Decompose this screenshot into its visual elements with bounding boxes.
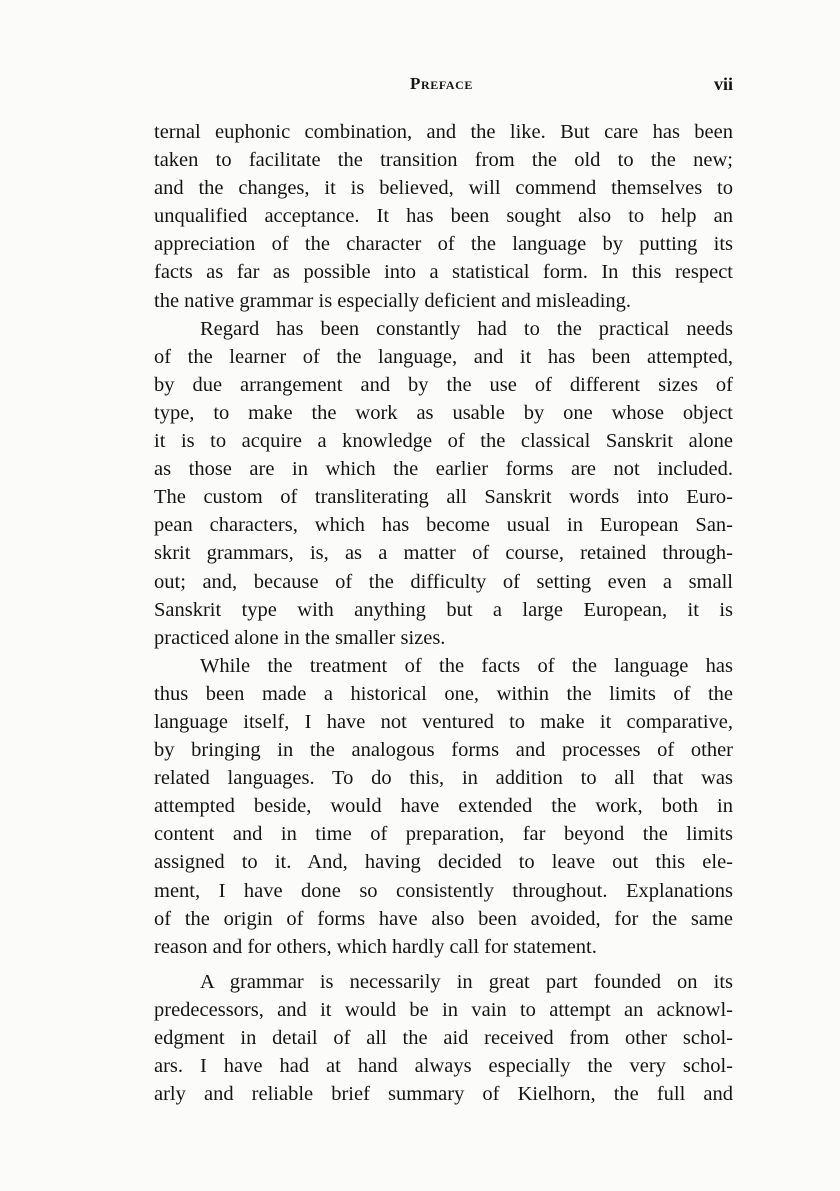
text-line: appreciation of the character of the language by putting its xyxy=(154,233,733,256)
paragraph xyxy=(154,968,733,1108)
text-line: practiced alone in the smaller sizes. xyxy=(154,626,446,649)
paragraph xyxy=(154,118,733,315)
text-line: language itself, I have not ventured to make it comparative, xyxy=(154,710,733,733)
text-line: type, to make the work as usable by one whose object xyxy=(154,401,733,424)
text-line: predecessors, and it would be in vain to attempt an acknowl- xyxy=(154,998,733,1021)
text-line: ars. I have had at hand always especially the very schol- xyxy=(154,1055,733,1078)
body-text xyxy=(154,118,733,1108)
text-line: facts as far as possible into a statistical form. In this respect xyxy=(154,261,733,284)
text-line: of the learner of the language, and it has been attempted, xyxy=(154,345,733,368)
paragraph xyxy=(154,652,733,961)
text-line: Regard has been constantly had to the practical needs xyxy=(200,317,733,340)
text-line: ment, I have done so consistently throughout. Explanations xyxy=(154,879,733,902)
paragraph xyxy=(154,315,733,652)
text-line: skrit grammars, is, as a matter of course, retained through- xyxy=(154,542,733,565)
text-line: pean characters, which has become usual in European San- xyxy=(154,514,733,537)
running-title: Preface xyxy=(409,74,474,93)
text-line: and the changes, it is believed, will commend themselves to xyxy=(154,177,733,200)
text-line: it is to acquire a knowledge of the classical Sanskrit alone xyxy=(154,430,733,453)
text-line: While the treatment of the facts of the language has xyxy=(200,654,733,677)
text-line: as those are in which the earlier forms are not included. xyxy=(154,458,733,481)
text-line: by bringing in the analogous forms and processes of other xyxy=(154,739,733,762)
text-line: taken to facilitate the transition from the old to the new; xyxy=(154,149,733,172)
paragraph-gap xyxy=(154,961,733,968)
text-line: A grammar is necessarily in great part founded on its xyxy=(200,970,733,993)
text-line: arly and reliable brief summary of Kielhorn, the full and xyxy=(154,1083,733,1106)
running-head xyxy=(150,74,733,102)
text-line: thus been made a historical one, within the limits of the xyxy=(154,682,733,705)
text-line: the native grammar is especially deficient and misleading. xyxy=(154,289,632,312)
text-line: content and in time of preparation, far beyond the limits xyxy=(154,823,733,846)
text-line: assigned to it. And, having decided to leave out this ele- xyxy=(154,851,733,874)
text-line: of the origin of forms have also been avoided, for the same xyxy=(154,907,733,930)
text-line: reason and for others, which hardly call for statement. xyxy=(154,935,597,958)
text-line: Sanskrit type with anything but a large European, it is xyxy=(154,598,733,621)
text-line: The custom of transliterating all Sanskrit words into Euro- xyxy=(154,486,733,509)
text-line: out; and, because of the difficulty of setting even a small xyxy=(154,570,733,593)
text-line: unqualified acceptance. It has been sought also to help an xyxy=(154,205,733,228)
text-line: attempted beside, would have extended the work, both in xyxy=(154,795,733,818)
text-line: edgment in detail of all the aid received from other schol- xyxy=(154,1027,733,1049)
text-line: by due arrangement and by the use of different sizes of xyxy=(154,373,733,396)
page-number: vii xyxy=(713,74,733,94)
text-line: ternal euphonic combination, and the like. But care has been xyxy=(154,121,733,143)
text-line: related languages. To do this, in addition to all that was xyxy=(154,767,733,790)
